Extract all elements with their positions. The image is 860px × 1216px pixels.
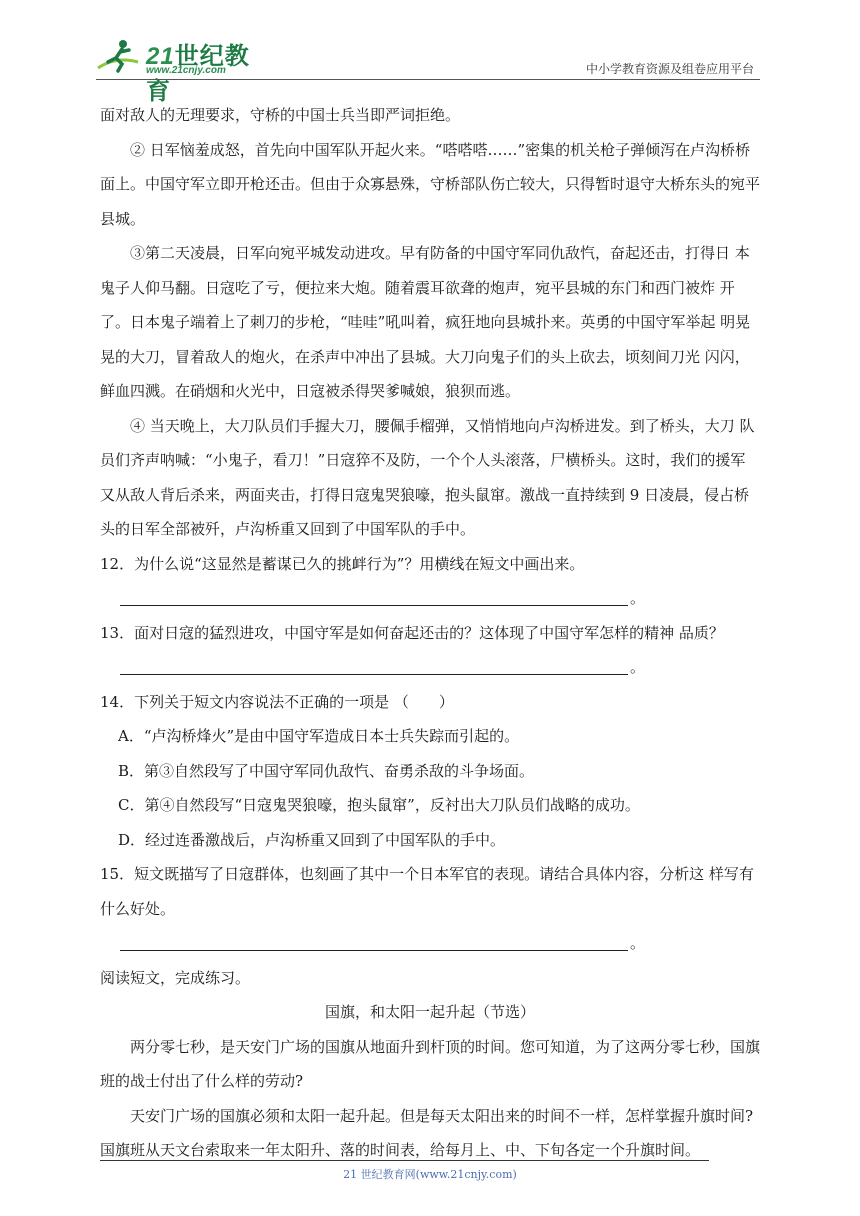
logo-number: 21 bbox=[146, 43, 175, 70]
option-a[interactable]: A．“卢沟桥烽火”是由中国守军造成日本士兵失踪而引起的。 bbox=[118, 727, 520, 745]
page-header bbox=[96, 30, 760, 105]
platform-name: 中小学教育资源及组卷应用平台 bbox=[585, 62, 754, 76]
question-13: 13．面对日寇的猛烈进攻，中国守军是如何奋起还击的？这体现了中国守军怎样的精神 品质？ bbox=[100, 623, 724, 642]
reading-instruction: 阅读短文，完成练习。 bbox=[100, 968, 251, 987]
answer-underline bbox=[120, 674, 628, 675]
logo-url: www.21cnjy.com bbox=[146, 65, 226, 76]
reading-title: 国旗，和太阳一起升起（节选） bbox=[324, 1003, 535, 1021]
reading-paragraph-2: 天安门广场的国旗必须和太阳一起升起。但是每天太阳出来的时间不一样，怎样掌握升旗时间?国旗班从天文台索取来一年太阳升、落的时间表，给每月上、中、下旬各定一个升旗时间。 bbox=[100, 1106, 754, 1159]
header-divider bbox=[96, 79, 760, 80]
answer-underline bbox=[120, 605, 628, 606]
footer-divider bbox=[100, 1160, 709, 1161]
paragraph-2: ② 日军恼羞成怒，首先向中国军队开起火来。“嗒嗒嗒……”密集的机关枪子弹倾泻在卢沟桥桥面上。中国守军立即开枪还击。但由于众寡悬殊，守桥部队伤亡较大，只得暂时退守大桥东头的宛平县城。 bbox=[100, 140, 761, 228]
answer-period: 。 bbox=[630, 589, 646, 607]
option-d[interactable]: D．经过连番激战后，卢沟桥重又回到了中国军队的手中。 bbox=[118, 830, 506, 849]
footer-link[interactable]: 21 世纪教育网(www.21cnjy.com) bbox=[343, 1168, 517, 1181]
logo-word: 世纪教育 bbox=[146, 43, 250, 105]
paragraph-3: ③第二天凌晨，日军向宛平城发动进攻。早有防备的中国守军同仇敌忾，奋起还击，打得日 本鬼子人仰马翻。日寇吃了亏，便拉来大炮。随着震耳欲聋的炮声，宛平县城的东门和西门被炸 开了。日本鬼子端着上了刺刀的步枪，“哇哇”吼叫着，疯狂地向县城扑来。英勇的中国守军举起 明晃晃的大刀，冒着敌人的炮火，在杀声中冲出了县城。大刀向鬼子们的头上砍去，顷刻间刀光 闪闪，鲜血四溅。在硝烟和火光中，日寇被杀得哭爹喊娘，狼狈而逃。 bbox=[100, 244, 751, 400]
option-b[interactable]: B．第③自然段写了中国守军同仇敌忾、奋勇杀敌的斗争场面。 bbox=[118, 761, 535, 780]
paragraph-4: ④ 当天晚上，大刀队员们手握大刀，腰佩手榴弹，又悄悄地向卢沟桥进发。到了桥头，大刀 队员们齐声呐喊：“小鬼子，看刀！”日寇猝不及防，一个个人头滚落，尸横桥头。这时，我们的援军 又从敌人背后杀来，两面夹击，打得日寇鬼哭狼嚎，抱头鼠窜。激战一直持续到 9 日凌晨，侵占桥 头的日军全部被歼，卢沟桥重又回到了中国军队的手中。 bbox=[100, 416, 755, 538]
answer-line-15[interactable] bbox=[100, 926, 760, 961]
runner-logo-icon bbox=[96, 38, 140, 74]
answer-underline bbox=[120, 950, 628, 951]
document-body bbox=[100, 98, 760, 1168]
answer-period: 。 bbox=[630, 934, 646, 952]
site-logo[interactable] bbox=[96, 32, 266, 105]
answer-line-12[interactable] bbox=[100, 581, 760, 616]
question-12: 12．为什么说“这显然是蓄谋已久的挑衅行为”？用横线在短文中画出来。 bbox=[100, 554, 585, 573]
answer-line-13[interactable] bbox=[100, 650, 760, 685]
paragraph-intro: 面对敌人的无理要求，守桥的中国士兵当即严词拒绝。 bbox=[100, 106, 461, 124]
question-15: 15．短文既描写了日寇群体，也刻画了其中一个日本军官的表现。请结合具体内容，分析这 样写有什么好处。 bbox=[100, 865, 754, 918]
option-c[interactable]: C．第④自然段写“日寇鬼哭狼嚎，抱头鼠窜”，反衬出大刀队员们战略的成功。 bbox=[118, 796, 640, 814]
question-14: 14．下列关于短文内容说法不正确的一项是 （ ） bbox=[100, 692, 454, 711]
reading-paragraph-1: 两分零七秒，是天安门广场的国旗从地面升到杆顶的时间。您可知道，为了这两分零七秒，国旗班的战士付出了什么样的劳动? bbox=[100, 1037, 761, 1090]
answer-period: 。 bbox=[630, 658, 646, 676]
